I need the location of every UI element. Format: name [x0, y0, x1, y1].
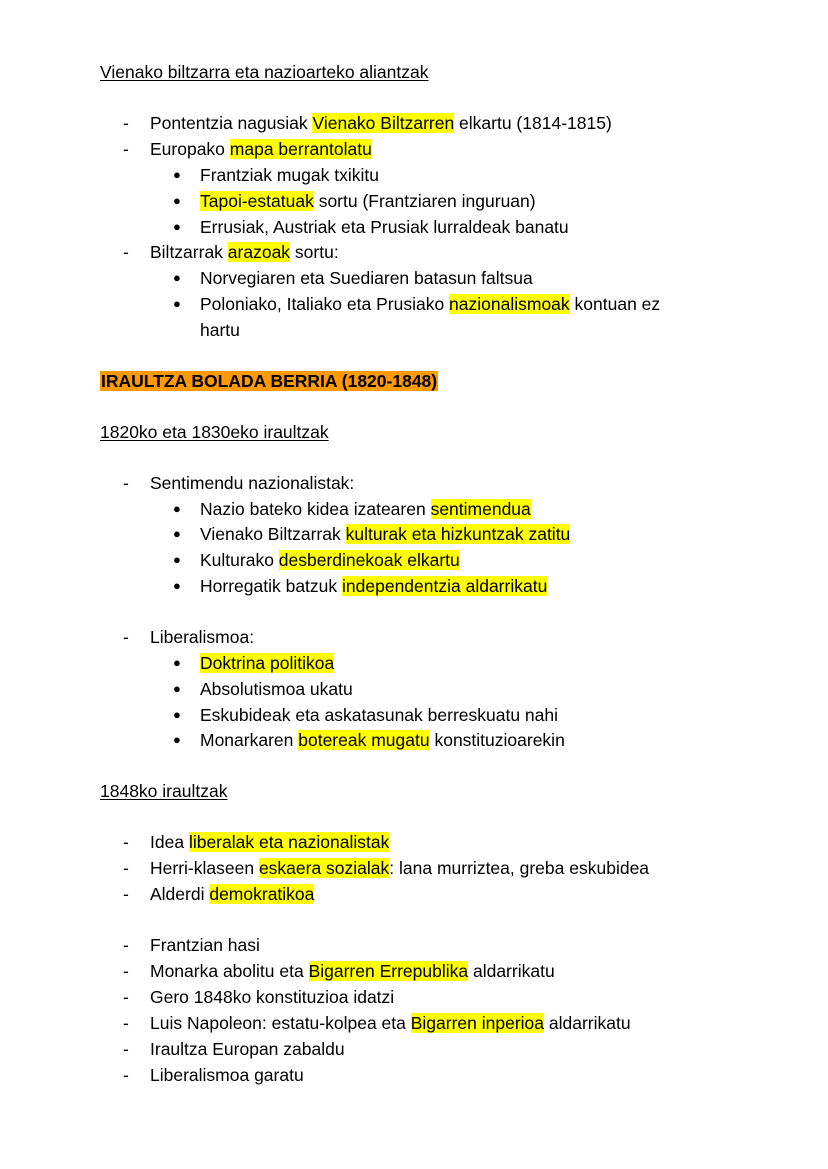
- highlight: Tapoi-estatuak: [200, 191, 314, 211]
- dash-marker: -: [123, 1065, 129, 1085]
- bullet-dot: ●: [173, 526, 181, 541]
- dash-marker: -: [123, 884, 129, 904]
- dash-marker: -: [123, 113, 129, 133]
- dash-marker: -: [123, 935, 129, 955]
- text: Luis Napoleon: estatu-kolpea eta: [150, 1013, 411, 1033]
- list-item: Errusiak, Austriak eta Prusiak lurraldeak banatu: [200, 217, 569, 237]
- list-item: [150, 883, 314, 905]
- bullet-dot: ●: [173, 296, 181, 311]
- highlight: botereak mugatu: [298, 730, 430, 750]
- list-item: Norvegiaren eta Suediaren batasun faltsua: [200, 268, 533, 288]
- text: elkartu (1814-1815): [454, 113, 612, 133]
- section-title-vienna: Vienako biltzarra eta nazioarteko aliantzak: [100, 62, 429, 82]
- highlight: eskaera sozialak: [258, 858, 390, 878]
- list-item: [200, 652, 334, 674]
- bullet-dot: ●: [173, 681, 181, 696]
- bullet-dot: ●: [173, 270, 181, 285]
- text: Alderdi: [150, 884, 210, 904]
- list-item: Frantziak mugak txikitu: [200, 165, 379, 185]
- text: konstituzioarekin: [429, 730, 565, 750]
- list-item: Gero 1848ko konstituzioa idatzi: [150, 987, 395, 1007]
- text: Nazio bateko kidea izatearen: [200, 499, 431, 519]
- text: Herri-klaseen: [150, 858, 259, 878]
- list-item: [200, 729, 565, 751]
- list-item: [150, 112, 612, 134]
- dash-marker: -: [123, 139, 129, 159]
- text: aldarrikatu: [544, 1013, 631, 1033]
- bullet-dot: ●: [173, 219, 181, 234]
- dash-marker: -: [123, 858, 129, 878]
- bullet-dot: ●: [173, 167, 181, 182]
- highlight: desberdinekoak elkartu: [278, 550, 460, 570]
- bullet-dot: ●: [173, 193, 181, 208]
- list-item: [150, 831, 389, 853]
- highlight: demokratikoa: [209, 884, 315, 904]
- highlight: mapa berrantolatu: [229, 139, 372, 159]
- dash-marker: -: [123, 1039, 129, 1059]
- list-item: Sentimendu nazionalistak:: [150, 473, 355, 493]
- section-title-1848: 1848ko iraultzak: [100, 781, 228, 801]
- list-item: [150, 960, 555, 982]
- text: Idea: [150, 832, 189, 852]
- text: : lana murriztea, greba eskubidea: [389, 858, 650, 878]
- dash-marker: -: [123, 627, 129, 647]
- highlight: Bigarren inperioa: [410, 1013, 545, 1033]
- text: aldarrikatu: [468, 961, 555, 981]
- dash-marker: -: [123, 961, 129, 981]
- list-item: Liberalismoa garatu: [150, 1065, 304, 1085]
- main-heading: [100, 370, 438, 392]
- dash-marker: -: [123, 473, 129, 493]
- highlight: independentzia aldarrikatu: [342, 576, 548, 596]
- bullet-dot: ●: [173, 732, 181, 747]
- highlight: Doktrina politikoa: [200, 653, 335, 673]
- list-item: [200, 523, 570, 545]
- list-item: [200, 190, 536, 212]
- text: kontuan ez: [569, 294, 661, 314]
- bullet-dot: ●: [173, 707, 181, 722]
- dash-marker: -: [123, 832, 129, 852]
- text: Europako: [150, 139, 230, 159]
- highlight: liberalak eta nazionalistak: [188, 832, 390, 852]
- bullet-dot: ●: [173, 578, 181, 593]
- list-item: [200, 575, 547, 597]
- list-item: [150, 241, 339, 263]
- list-item-continuation: hartu: [200, 320, 240, 340]
- list-item: [150, 857, 649, 879]
- list-item: [200, 498, 531, 520]
- text: sortu (Frantziaren inguruan): [313, 191, 536, 211]
- text: Kulturako: [200, 550, 279, 570]
- list-item: [200, 549, 460, 571]
- list-item: Iraultza Europan zabaldu: [150, 1039, 345, 1059]
- list-item: [200, 293, 660, 315]
- highlight: sentimendua: [430, 499, 531, 519]
- list-item: [150, 1012, 631, 1034]
- list-item: Frantzian hasi: [150, 935, 260, 955]
- highlight: Vienako Biltzarren: [312, 113, 455, 133]
- highlight: kulturak eta hizkuntzak zatitu: [345, 524, 571, 544]
- text: Monarkaren: [200, 730, 299, 750]
- text: Poloniako, Italiako eta Prusiako: [200, 294, 450, 314]
- highlight: Bigarren Errepublika: [308, 961, 469, 981]
- bullet-dot: ●: [173, 655, 181, 670]
- text: Monarka abolitu eta: [150, 961, 309, 981]
- list-item: Liberalismoa:: [150, 627, 255, 647]
- text: Pontentzia nagusiak: [150, 113, 313, 133]
- text: sortu:: [290, 242, 339, 262]
- heading-text: IRAULTZA BOLADA BERRIA (1820-1848): [101, 371, 438, 391]
- text: Biltzarrak: [150, 242, 228, 262]
- text: Horregatik batzuk: [200, 576, 343, 596]
- list-item: [150, 138, 372, 160]
- list-item: Eskubideak eta askatasunak berreskuatu nahi: [200, 705, 559, 725]
- list-item: Absolutismoa ukatu: [200, 679, 353, 699]
- text: Vienako Biltzarrak: [200, 524, 346, 544]
- bullet-dot: ●: [173, 501, 181, 516]
- highlight: nazionalismoak: [449, 294, 570, 314]
- bullet-dot: ●: [173, 552, 181, 567]
- dash-marker: -: [123, 1013, 129, 1033]
- dash-marker: -: [123, 242, 129, 262]
- section-title-1820: 1820ko eta 1830eko iraultzak: [100, 422, 329, 442]
- dash-marker: -: [123, 987, 129, 1007]
- highlight: arazoak: [227, 242, 291, 262]
